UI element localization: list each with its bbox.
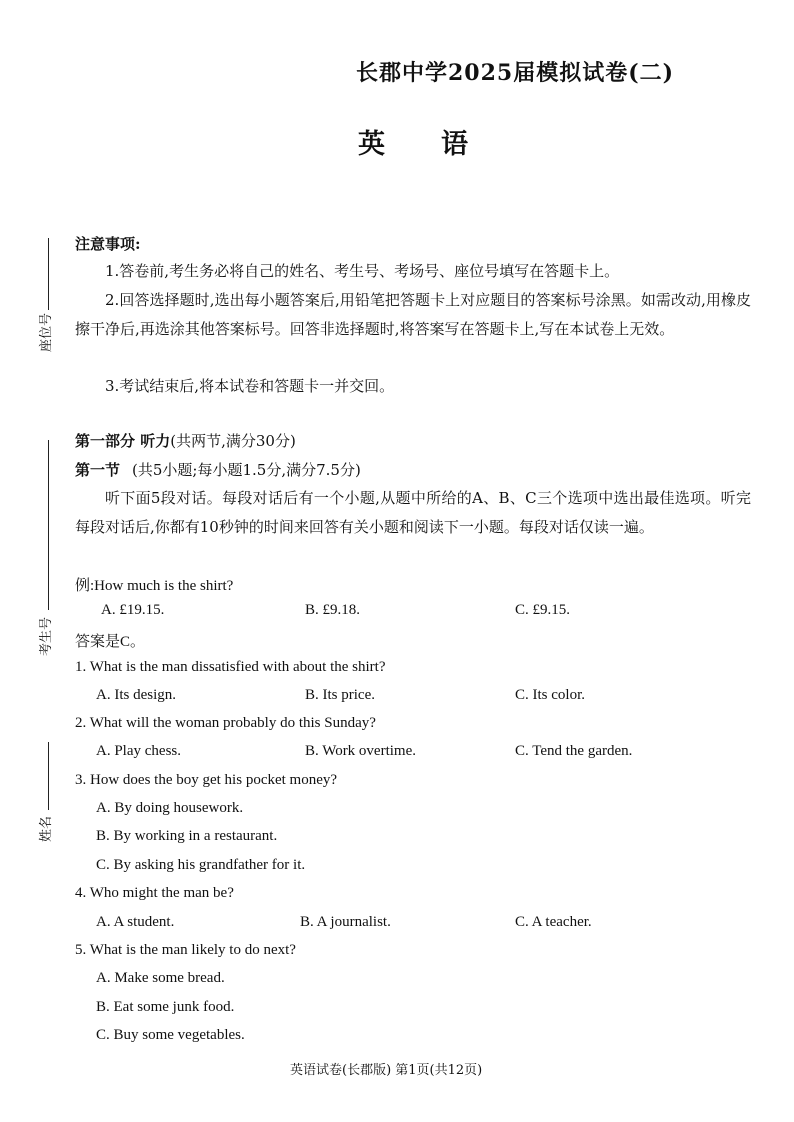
notice-item-2: 2.回答选择题时,选出每小题答案后,用铅笔把答题卡上对应题目的答案标号涂黑。如需改动,用橡皮擦干净后,再选涂其他答案标号。回答非选择题时,将答案写在答题卡上,写在本试卷上无效。 — [75, 291, 751, 338]
examinee-number-line — [48, 440, 49, 610]
question-1-option-a: A. Its design. — [96, 687, 176, 703]
notice-item-3: 3.考试结束后,将本试卷和答题卡一并交回。 — [105, 377, 395, 395]
section1-heading-rest: (共5小题;每小题1.5分,满分7.5分) — [132, 461, 361, 479]
question-5-option-c: C. Buy some vegetables. — [96, 1027, 245, 1043]
section1-heading — [75, 459, 361, 480]
example-question: 例:How much is the shirt? — [75, 578, 234, 594]
exam-title: 长郡中学2025届模拟试卷(二) — [356, 60, 675, 86]
example-option-a: A. £19.15. — [101, 602, 165, 618]
page-footer: 英语试卷(长郡版) 第1页(共12页) — [290, 1063, 483, 1078]
notice-heading: 注意事项: — [75, 235, 141, 253]
question-1-option-c: C. Its color. — [515, 687, 585, 703]
question-5-option-a: A. Make some bread. — [96, 970, 225, 986]
subject-title: 英语 — [358, 129, 524, 160]
section1-instructions: 听下面5段对话。每段对话后有一个小题,从题中所给的A、B、C三个选项中选出最佳选项。听完每段对话后,你都有10秒钟的时间来回答有关小题和阅读下一小题。每段对话仅读一遍。 — [75, 489, 751, 536]
question-3-option-a: A. By doing housework. — [96, 800, 244, 816]
question-5-option-b: B. Eat some junk food. — [96, 999, 235, 1015]
question-4-option-a: A. A student. — [96, 914, 175, 930]
example-option-c: C. £9.15. — [515, 602, 571, 618]
part1-heading — [75, 430, 296, 451]
question-2-option-b: B. Work overtime. — [305, 743, 416, 759]
example-option-b: B. £9.18. — [305, 602, 361, 618]
seat-number-label: 座位号 — [39, 312, 54, 352]
name-line — [48, 742, 49, 810]
examinee-number-label: 考生号 — [39, 616, 54, 656]
section1-heading-bold: 第一节 — [75, 461, 121, 479]
question-2-option-c: C. Tend the garden. — [515, 743, 633, 759]
notice-item-1: 1.答卷前,考生务必将自己的姓名、考生号、考场号、座位号填写在答题卡上。 — [105, 262, 620, 280]
question-4-option-b: B. A journalist. — [300, 914, 391, 930]
question-1-stem: 1. What is the man dissatisfied with about the shirt? — [75, 659, 386, 675]
question-3-option-b: B. By working in a restaurant. — [96, 828, 278, 844]
example-answer: 答案是C。 — [75, 634, 146, 650]
question-4-option-c: C. A teacher. — [515, 914, 592, 930]
question-1-option-b: B. Its price. — [305, 687, 375, 703]
question-3-stem: 3. How does the boy get his pocket money? — [75, 772, 338, 788]
part1-heading-bold: 第一部分 听力 — [75, 432, 171, 450]
part1-heading-rest: (共两节,满分30分) — [170, 432, 296, 450]
name-label: 姓名 — [39, 815, 54, 842]
seat-number-line — [48, 238, 49, 310]
question-2-stem: 2. What will the woman probably do this Sunday? — [75, 715, 376, 731]
question-3-option-c: C. By asking his grandfather for it. — [96, 857, 306, 873]
question-4-stem: 4. Who might the man be? — [75, 885, 234, 901]
question-2-option-a: A. Play chess. — [96, 743, 181, 759]
question-5-stem: 5. What is the man likely to do next? — [75, 942, 296, 958]
